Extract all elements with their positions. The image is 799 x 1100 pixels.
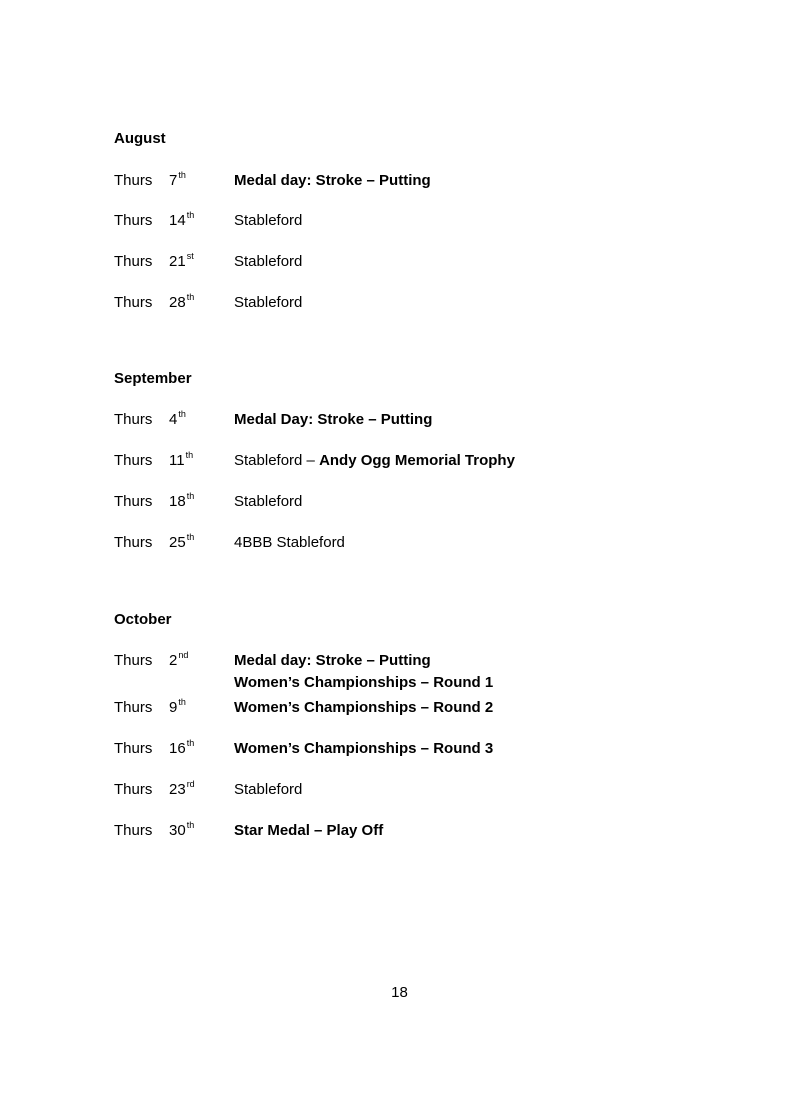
fixture-row <box>114 652 714 692</box>
fixture-event <box>234 170 431 192</box>
fixture-row <box>114 781 714 821</box>
fixture-event-text: Stableford <box>234 253 303 270</box>
fixture-event <box>234 450 515 472</box>
fixture-row <box>114 534 714 574</box>
fixture-event <box>234 697 493 719</box>
fixture-day: Thurs <box>114 493 153 510</box>
fixture-event <box>234 251 302 273</box>
fixture-event <box>234 650 493 694</box>
fixture-event-line <box>234 251 302 273</box>
fixture-event-text: Women’s Championships – Round 2 <box>234 699 494 716</box>
fixture-event <box>234 210 302 232</box>
fixture-date-suffix: th <box>178 170 186 180</box>
fixture-event-line <box>234 738 493 760</box>
month-heading-september: September <box>114 370 192 387</box>
fixture-event-text: Women’s Championships – Round 3 <box>234 740 494 757</box>
fixture-day: Thurs <box>114 253 153 270</box>
month-heading-august: August <box>114 130 166 147</box>
fixture-row <box>114 740 714 780</box>
fixture-date-number: 2 <box>169 652 178 669</box>
fixture-date-suffix: st <box>186 251 194 261</box>
fixture-date-suffix: th <box>186 738 195 748</box>
fixture-day: Thurs <box>114 294 153 311</box>
fixture-row <box>114 172 714 212</box>
fixture-day: Thurs <box>114 172 153 189</box>
fixture-event-line <box>234 409 432 431</box>
fixture-event-line <box>234 292 302 314</box>
fixture-date-number: 21 <box>169 253 186 270</box>
fixture-date <box>169 740 194 758</box>
fixture-event-line <box>234 672 493 694</box>
fixture-date-suffix: th <box>178 409 186 419</box>
fixture-date-number: 18 <box>169 493 186 510</box>
fixture-day: Thurs <box>114 699 153 716</box>
fixture-row <box>114 294 714 334</box>
fixture-date-number: 14 <box>169 212 186 229</box>
fixture-event-text: Women’s Championships – Round 1 <box>234 674 494 691</box>
fixture-event-text: Stableford <box>234 294 303 311</box>
fixture-date <box>169 781 195 799</box>
fixture-date-suffix: th <box>186 210 195 220</box>
fixture-event-text: Stableford <box>234 212 303 229</box>
fixture-day: Thurs <box>114 781 153 798</box>
fixture-row <box>114 411 714 451</box>
fixture-event <box>234 292 302 314</box>
fixture-date-number: 28 <box>169 294 186 311</box>
month-heading-october: October <box>114 611 172 628</box>
fixture-event <box>234 820 383 842</box>
fixture-event-line <box>234 820 383 842</box>
fixture-event-line <box>234 650 493 672</box>
fixture-date-number: 7 <box>169 172 178 189</box>
fixture-date-number: 11 <box>169 452 185 469</box>
fixture-row <box>114 452 714 492</box>
fixture-date <box>169 172 186 190</box>
fixture-date <box>169 212 194 230</box>
fixture-event <box>234 532 345 554</box>
fixture-event-line <box>234 779 302 801</box>
fixture-date-suffix: nd <box>178 650 189 660</box>
fixture-date-suffix: th <box>186 491 195 501</box>
fixture-row <box>114 822 714 862</box>
fixture-date <box>169 411 186 429</box>
fixture-date <box>169 294 194 312</box>
fixture-date-suffix: th <box>186 820 195 830</box>
fixture-day: Thurs <box>114 411 153 428</box>
fixture-date <box>169 452 193 470</box>
fixture-date-number: 25 <box>169 534 186 551</box>
fixture-date-number: 23 <box>169 781 186 798</box>
fixture-row <box>114 699 714 739</box>
fixture-day: Thurs <box>114 452 153 469</box>
fixture-day: Thurs <box>114 822 153 839</box>
fixture-event <box>234 491 302 513</box>
fixture-date-number: 9 <box>169 699 178 716</box>
fixture-date <box>169 822 194 840</box>
fixture-date-suffix: th <box>185 450 194 460</box>
fixture-event-line <box>234 450 515 472</box>
fixture-date <box>169 652 188 670</box>
fixture-day: Thurs <box>114 740 153 757</box>
fixture-event-text: Medal day: Stroke – Putting <box>234 652 431 669</box>
fixture-event-text: Stableford <box>234 781 303 798</box>
fixture-event-text: 4BBB Stableford <box>234 534 345 551</box>
fixture-event-text: Medal Day: Stroke – Putting <box>234 411 433 428</box>
fixture-event <box>234 738 493 760</box>
fixture-row <box>114 212 714 252</box>
fixture-event <box>234 779 302 801</box>
fixture-date <box>169 493 194 511</box>
fixture-event-text: Stableford <box>234 493 303 510</box>
fixture-row <box>114 493 714 533</box>
fixture-event-text: Medal day: Stroke – Putting <box>234 172 431 189</box>
fixture-event-text: Stableford – <box>234 452 320 469</box>
fixture-event-line <box>234 532 345 554</box>
fixture-date <box>169 253 194 271</box>
fixture-date-number: 16 <box>169 740 186 757</box>
fixture-event <box>234 409 432 431</box>
fixture-date-suffix: th <box>186 532 195 542</box>
fixture-event-text: Andy Ogg Memorial Trophy <box>319 452 515 469</box>
fixture-date <box>169 699 186 717</box>
fixture-event-line <box>234 210 302 232</box>
fixture-event-line <box>234 491 302 513</box>
fixture-event-line <box>234 697 493 719</box>
fixture-date <box>169 534 194 552</box>
fixture-day: Thurs <box>114 652 153 669</box>
fixture-date-suffix: th <box>186 292 195 302</box>
fixture-date-suffix: rd <box>186 779 195 789</box>
fixture-day: Thurs <box>114 212 153 229</box>
fixture-row <box>114 253 714 293</box>
fixture-date-number: 4 <box>169 411 178 428</box>
fixture-date-number: 30 <box>169 822 186 839</box>
fixture-date-suffix: th <box>178 697 186 707</box>
fixture-day: Thurs <box>114 534 153 551</box>
page-number: 18 <box>391 984 408 1001</box>
fixture-event-text: Star Medal – Play Off <box>234 822 384 839</box>
fixture-event-line <box>234 170 431 192</box>
